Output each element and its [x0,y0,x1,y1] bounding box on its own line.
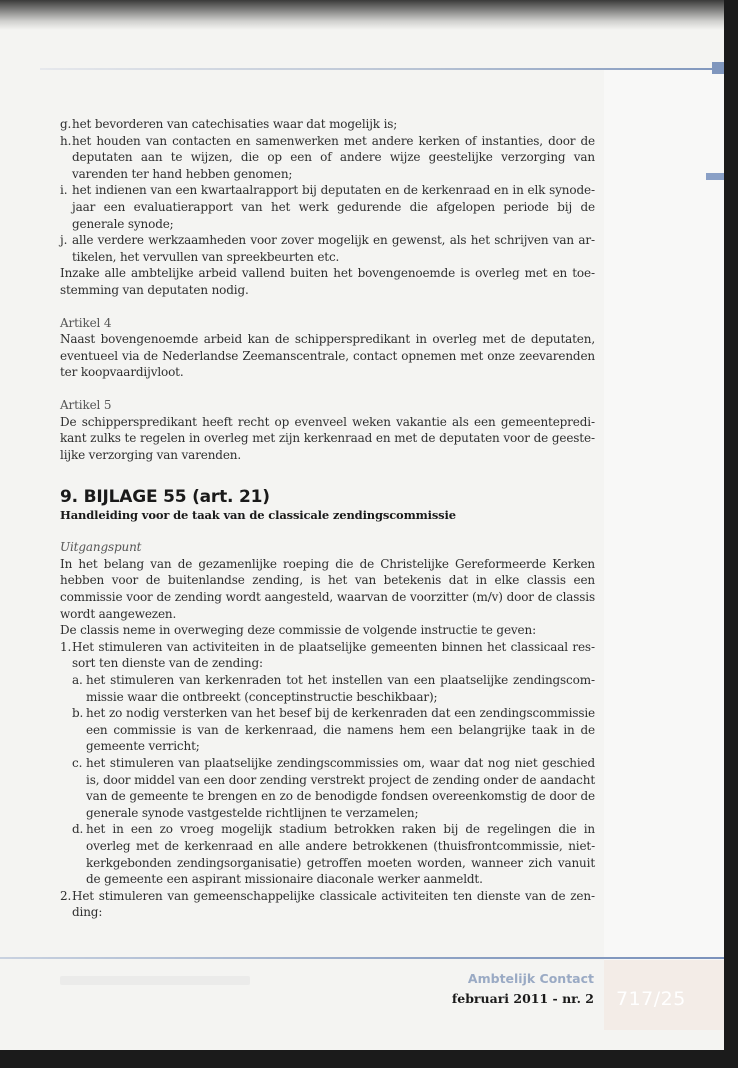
list-marker: c. [72,756,83,770]
margin-band [604,70,724,1030]
list-marker: j. [60,233,68,248]
list-item [60,182,595,232]
instruction-intro: De classis neme in overweging deze commissie de volgende instructie te geven: [60,623,536,638]
sub-item [72,755,595,821]
list-item-text: het indienen van een kwartaalrapport bij deputaten en de kerkenraad en in elk synodejaar een evaluatierapport van het werk gedurende die afgelopen periode bij de generale synode; [72,183,595,231]
list-marker: h. [60,133,72,148]
footer-ghost-text [60,976,250,985]
list-marker: 2. [60,888,72,903]
sub-item [72,821,595,887]
list-item [60,232,595,265]
uitgangspunt-text: In het belang van de gezamenlijke roeping die de Christelijke Gereformeerde Kerken hebben voor de buitenlandse zending, is het van betekenis dat in elke classis een commissie voor de zending wordt aangesteld, waarvan de voorzitter (m/v) door de classis wordt aangewezen. [60,556,595,621]
list-marker: b. [72,706,84,721]
sub-item [72,672,595,705]
list-item [60,133,595,183]
footer-rule [0,957,724,959]
paragraph-inzake: Inzake alle ambtelijke arbeid vallend buiten het bovengenoemde is overleg met en toestemming van deputaten nodig. [60,266,595,297]
section-subtitle: Handleiding voor de taak van de classicale zendingscommissie [60,508,456,523]
body-text [60,116,595,921]
list-item-text: het stimuleren van plaatselijke zendingscommissies om, waar dat nog niet geschied is, door middel van een door zending verstrekt project de zending onder de aandacht van de gemeente te brengen en zo de benodigde fondsen overeenkomstig de door de generale synode vastgestelde richtlijnen te verzamelen; [86,756,595,820]
list-item-text: het zo nodig versterken van het besef bij de kerkenraden dat een zendingscommissie een commissie is van de kerkenraad, die namens hem een belangrijke taak in de gemeente verricht; [86,706,595,754]
list-item-text: het in een zo vroeg mogelijk stadium betrokken raken bij de regelingen die in overleg met de kerkenraad en alle andere betrokkenen (thuisfrontcommissie, niet-kerkgebonden zendingsorganisatie) getroffen moeten worden, wanneer zich vanuit de gemeente een aspirant missionaire diaconale werker aanmeldt. [86,822,595,887]
artikel-5-heading: Artikel 5 [60,397,112,412]
uitgangspunt-heading: Uitgangspunt [60,540,142,555]
header-rule-end [712,62,724,74]
artikel-4-heading: Artikel 4 [60,315,112,330]
artikel-5-text: De schipperspredikant heeft recht op evenveel weken vakantie als een gemeentepredikant zulks te regelen in overleg met zijn kerkenraad en met de deputaten voor de geestelijke verzorging van varenden. [60,414,595,462]
scan-edge [0,0,724,30]
list-marker: d. [72,822,84,837]
numbered-item-2 [60,888,595,921]
header-rule [40,68,724,70]
list-item-text: het stimuleren van kerkenraden tot het instellen van een plaatselijke zendingscommissie waar die ontbreekt (conceptinstructie beschikbaar); [86,673,595,704]
magazine-title: Ambtelijk Contact [467,971,594,986]
list-item-text: Het stimuleren van activiteiten in de plaatselijke gemeenten binnen het classicaal ressort ten dienste van de zending: [72,639,595,671]
numbered-item-1 [60,639,595,672]
list-marker: g. [60,117,72,131]
list-item-text: Het stimuleren van gemeenschappelijke classicale activiteiten ten dienste van de zending: [72,888,595,920]
list-marker: 1. [60,639,72,654]
page-number: 717/25 [616,988,686,1010]
list-item-text: het houden van contacten en samenwerken met andere kerken of instanties, door de deputaten aan te wijzen, die op een of andere wijze geestelijke verzorging van varenden ter hand hebben genomen; [72,133,595,181]
section-title: 9. BIJLAGE 55 (art. 21) [60,487,270,508]
issue-date: februari 2011 - nr. 2 [451,991,594,1006]
sub-item [72,705,595,755]
side-tab-marker [706,173,724,180]
list-marker: i. [60,183,68,198]
list-marker: a. [72,673,83,688]
list-item [60,116,595,133]
list-item-text: alle verdere werkzaamheden voor zover mogelijk en gewenst, als het schrijven van artikelen, het vervullen van spreekbeurten etc. [72,233,595,264]
artikel-4-text: Naast bovengenoemde arbeid kan de schipperspredikant in overleg met de deputaten, eventueel via de Nederlandse Zeemanscentrale, contact opnemen met onze zeevarenden ter koopvaardijvloot. [60,332,595,380]
list-item-text: het bevorderen van catechisaties waar dat mogelijk is; [72,117,398,131]
